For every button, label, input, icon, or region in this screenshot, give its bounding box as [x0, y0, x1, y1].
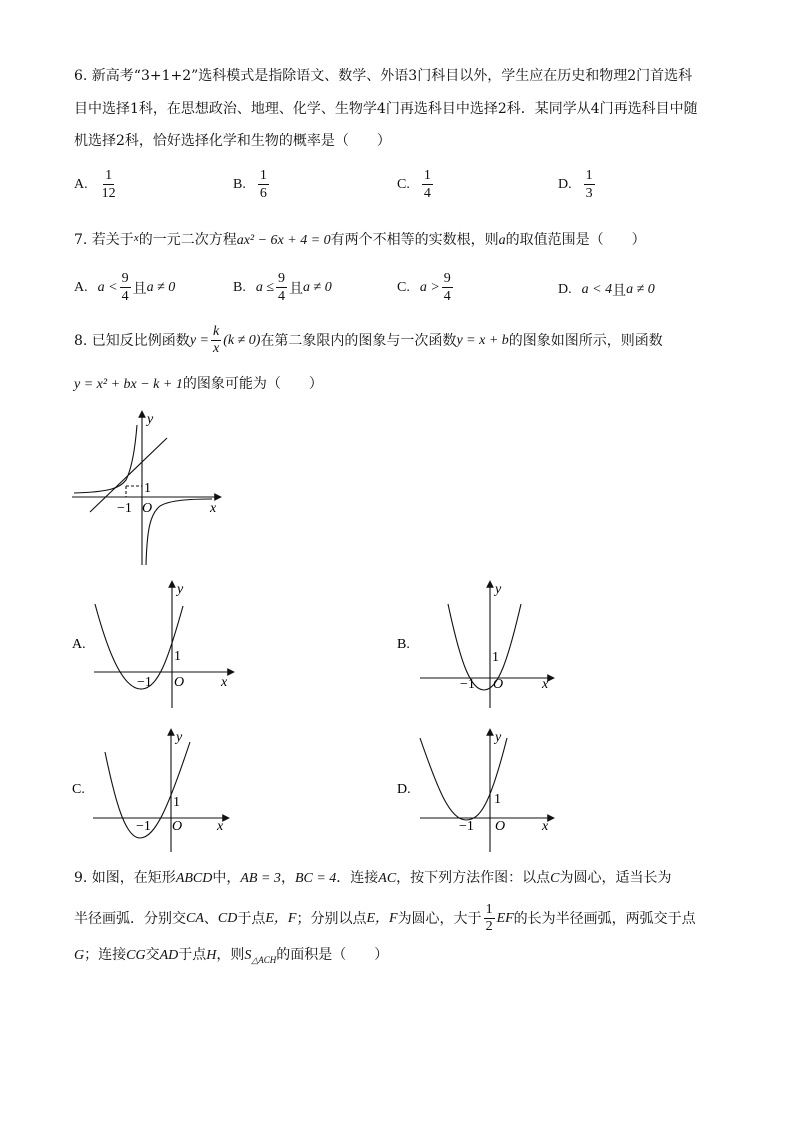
- svg-text:O: O: [495, 819, 506, 834]
- one-label: 1: [144, 481, 151, 496]
- svg-text:O: O: [172, 819, 183, 834]
- y-label: y: [147, 412, 154, 427]
- q8-option-d-label: D.: [397, 782, 411, 797]
- q9-line-1: 9. 如图，在矩形ABCD中，AB = 3，BC = 4．连接AC，按下列方法作图：以点C为圆心，适当长为: [74, 870, 672, 886]
- fraction: $\frac{9}{4}$: [278, 271, 286, 304]
- q9-line-2: 半径画弧．分别交 CA 、 CD 于点 E，F ；分别以点 E，F 为圆心，大于 $\frac{1}{2}$ EF 的长为半径画弧，两弧交于点: [74, 902, 696, 934]
- math: a ≠ 0: [303, 279, 332, 295]
- fraction: $\frac{9}{4}$: [121, 271, 129, 304]
- q8-option-c-graph: [93, 730, 228, 852]
- q6-line-1: 6. 新高考“3+1+2”选科模式是指除语文、数学、外语3门科目以外，学生应在历史和物理2门首选科: [74, 68, 693, 84]
- svg-text:y: y: [176, 730, 183, 745]
- option-label: D.: [558, 282, 572, 297]
- conj: 且: [612, 283, 627, 299]
- hyperbola-upper-branch: [74, 425, 137, 493]
- q8-option-d-graph: [420, 730, 553, 852]
- option-label: D.: [558, 176, 572, 192]
- q6-line-2: 目中选择1科，在思想政治、地理、化学、生物学4门再选科目中选择2科．某同学从4门再选科目中随: [74, 101, 698, 117]
- math: a ≠ 0: [146, 279, 176, 295]
- origin-label: O: [142, 501, 153, 516]
- math: a ≠ 0: [626, 282, 655, 297]
- svg-text:1: 1: [174, 649, 181, 664]
- option-label: C.: [397, 279, 410, 295]
- fraction: $\frac{9}{4}$: [443, 271, 451, 304]
- svg-text:O: O: [493, 677, 504, 692]
- svg-text:y: y: [495, 582, 502, 597]
- fraction: $\frac{k}{x}$: [212, 324, 220, 356]
- q6-line-3: 机选择2科，恰好选择化学和生物的概率是（ ）: [74, 133, 391, 149]
- hyperbola-lower-branch: [146, 499, 212, 565]
- math: a ≤: [255, 279, 275, 295]
- svg-text:x: x: [217, 819, 224, 834]
- svg-text:y: y: [177, 582, 184, 597]
- svg-text:−1: −1: [136, 819, 151, 834]
- q8-option-a-label: A.: [72, 637, 86, 652]
- svg-text:1: 1: [492, 650, 499, 665]
- q8-option-b-label: B.: [397, 637, 410, 652]
- fraction: $\frac{1}{2}$: [485, 902, 493, 934]
- q9-line-3: G；连接CG交AD于点H，则$S_{\triangle ACH}$的面积是（ ）: [74, 947, 389, 965]
- svg-text:−1: −1: [460, 677, 475, 692]
- svg-text:1: 1: [494, 792, 501, 807]
- svg-text:−1: −1: [137, 675, 152, 690]
- conj: 且: [289, 280, 304, 297]
- math: a < 4: [581, 282, 613, 297]
- option-label: B.: [233, 176, 246, 192]
- fraction: $\frac{1}{3}$: [585, 168, 593, 201]
- svg-text:O: O: [174, 675, 185, 690]
- svg-text:x: x: [542, 677, 549, 692]
- neg-one-label: −1: [117, 501, 132, 516]
- fraction: $\frac{1}{12}$: [101, 168, 116, 201]
- svg-text:1: 1: [173, 795, 180, 810]
- q8-stem-line-2: y = x² + bx − k + 1的图象可能为（ ）: [74, 376, 323, 392]
- option-label: A.: [74, 176, 88, 192]
- q8-option-a-graph: [94, 582, 233, 708]
- math: a <: [97, 279, 118, 295]
- q7-stem: 7. 若关于$^x$的一元二次方程ax² − 6x + 4 = 0有两个不相等的实数根，则a的取值范围是（ ）: [74, 232, 646, 248]
- svg-text:y: y: [495, 730, 502, 745]
- math: a >: [419, 279, 440, 295]
- svg-text:x: x: [221, 675, 228, 690]
- q8-option-c-label: C.: [72, 782, 85, 797]
- svg-text:−1: −1: [459, 819, 474, 834]
- fraction: $\frac{1}{4}$: [423, 168, 431, 201]
- conj: 且: [132, 280, 147, 297]
- option-label: B.: [233, 279, 246, 295]
- fraction: $\frac{1}{6}$: [259, 168, 267, 201]
- option-label: A.: [74, 279, 88, 295]
- q8-stem: 8. 已知反比例函数 y = $\frac{k}{x}$ (k ≠ 0) 在第二象限内的图象与一次函数 y = x + b 的图象如图所示，则函数: [74, 324, 663, 356]
- svg-text:x: x: [542, 819, 549, 834]
- q8-option-b-graph: [420, 582, 553, 708]
- option-label: C.: [397, 176, 410, 192]
- x-label: x: [210, 501, 217, 516]
